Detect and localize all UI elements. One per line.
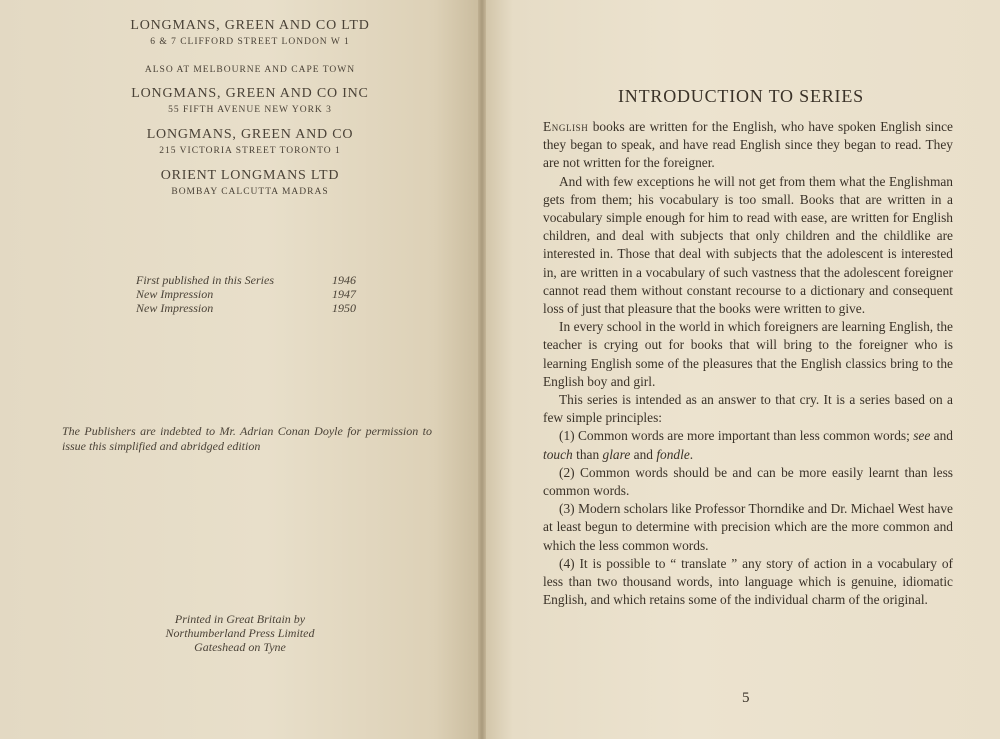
paragraph: (3) Modern scholars like Professor Thorndike and Dr. Michael West have at least begun to determine with precision which are the more common and which the less common words. <box>543 501 953 553</box>
paragraph: And with few exceptions he will not get from them what the Englishman gets from them; his vocabulary is too small. Books that are written in a vocabulary simple enough for him to read with ease, are written for English children, and deal with subjects that only children and the childlike are interested in. Those that deal with subjects that the adolescent is interested in, are written in a vocabulary of such vastness that the adolescent foreigner cannot read them without constant recourse to a dictionary and consequent loss of just that pleasure that the books were written to give. <box>543 173 953 317</box>
page-title: INTRODUCTION TO SERIES <box>618 86 864 106</box>
printer-line: Gateshead on Tyne <box>194 640 286 654</box>
publisher-address: BOMBAY CALCUTTA MADRAS <box>171 187 329 197</box>
publisher-block-new-york <box>100 86 400 115</box>
edition-history <box>136 273 356 315</box>
paragraph: (2) Common words should be and can be more easily learnt than less common words. <box>543 464 953 499</box>
edition-year: 1947 <box>332 287 356 301</box>
edition-row <box>136 287 356 301</box>
publisher-address: ALSO AT MELBOURNE AND CAPE TOWN <box>144 65 356 75</box>
publisher-address: 6 & 7 CLIFFORD STREET LONDON W 1 <box>150 37 350 47</box>
book-gutter <box>478 0 486 739</box>
publisher-address: 215 VICTORIA STREET TORONTO 1 <box>159 146 341 156</box>
publisher-block-also <box>100 62 400 75</box>
edition-row <box>136 273 356 287</box>
drop-word: English <box>543 119 589 134</box>
paragraph: English books are written for the English, who have spoken English since they began to speak, and have read English since they began to read. They are not written for the foreigner. <box>543 119 953 171</box>
publisher-address: 55 FIFTH AVENUE NEW YORK 3 <box>168 105 332 115</box>
permission-notice: The Publishers are indebted to Mr. Adrian Conan Doyle for permission to issue this simplified and abridged edition <box>62 424 432 453</box>
paragraph: (4) It is possible to “ translate ” any story of action in a vocabulary of less than two thousand words, into language which is genuine, idiomatic English, and which retains some of the individual charm of the original. <box>543 555 953 608</box>
edition-year: 1950 <box>332 301 356 315</box>
publisher-block-orient <box>100 168 400 197</box>
publisher-block-toronto <box>100 127 400 156</box>
paragraph: This series is intended as an answer to that cry. It is a series based on a few simple principles: <box>543 392 953 426</box>
edition-label: New Impression <box>136 287 214 301</box>
printer-imprint <box>140 612 340 654</box>
page-number: 5 <box>742 690 750 706</box>
edition-label: New Impression <box>136 301 214 315</box>
publisher-name: LONGMANS, GREEN AND CO INC <box>131 86 369 101</box>
publisher-name: LONGMANS, GREEN AND CO LTD <box>130 18 370 33</box>
publisher-block-london <box>100 18 400 47</box>
publisher-name: LONGMANS, GREEN AND CO <box>146 127 354 142</box>
edition-year: 1946 <box>332 273 356 287</box>
publisher-name: ORIENT LONGMANS LTD <box>160 168 340 183</box>
introduction-body <box>543 118 953 609</box>
edition-row <box>136 301 356 315</box>
left-page <box>0 0 482 739</box>
printer-line: Northumberland Press Limited <box>165 626 315 640</box>
printer-line: Printed in Great Britain by <box>174 612 306 626</box>
paragraph: In every school in the world in which foreigners are learning English, the teacher is crying out for books that will bring to the foreigner who is learning English some of the pleasures that the English classics bring to the English boy and girl. <box>543 319 953 389</box>
edition-label: First published in this Series <box>136 273 274 287</box>
paragraph: (1) Common words are more important than less common words; see and touch than glare and fondle. <box>543 428 953 462</box>
